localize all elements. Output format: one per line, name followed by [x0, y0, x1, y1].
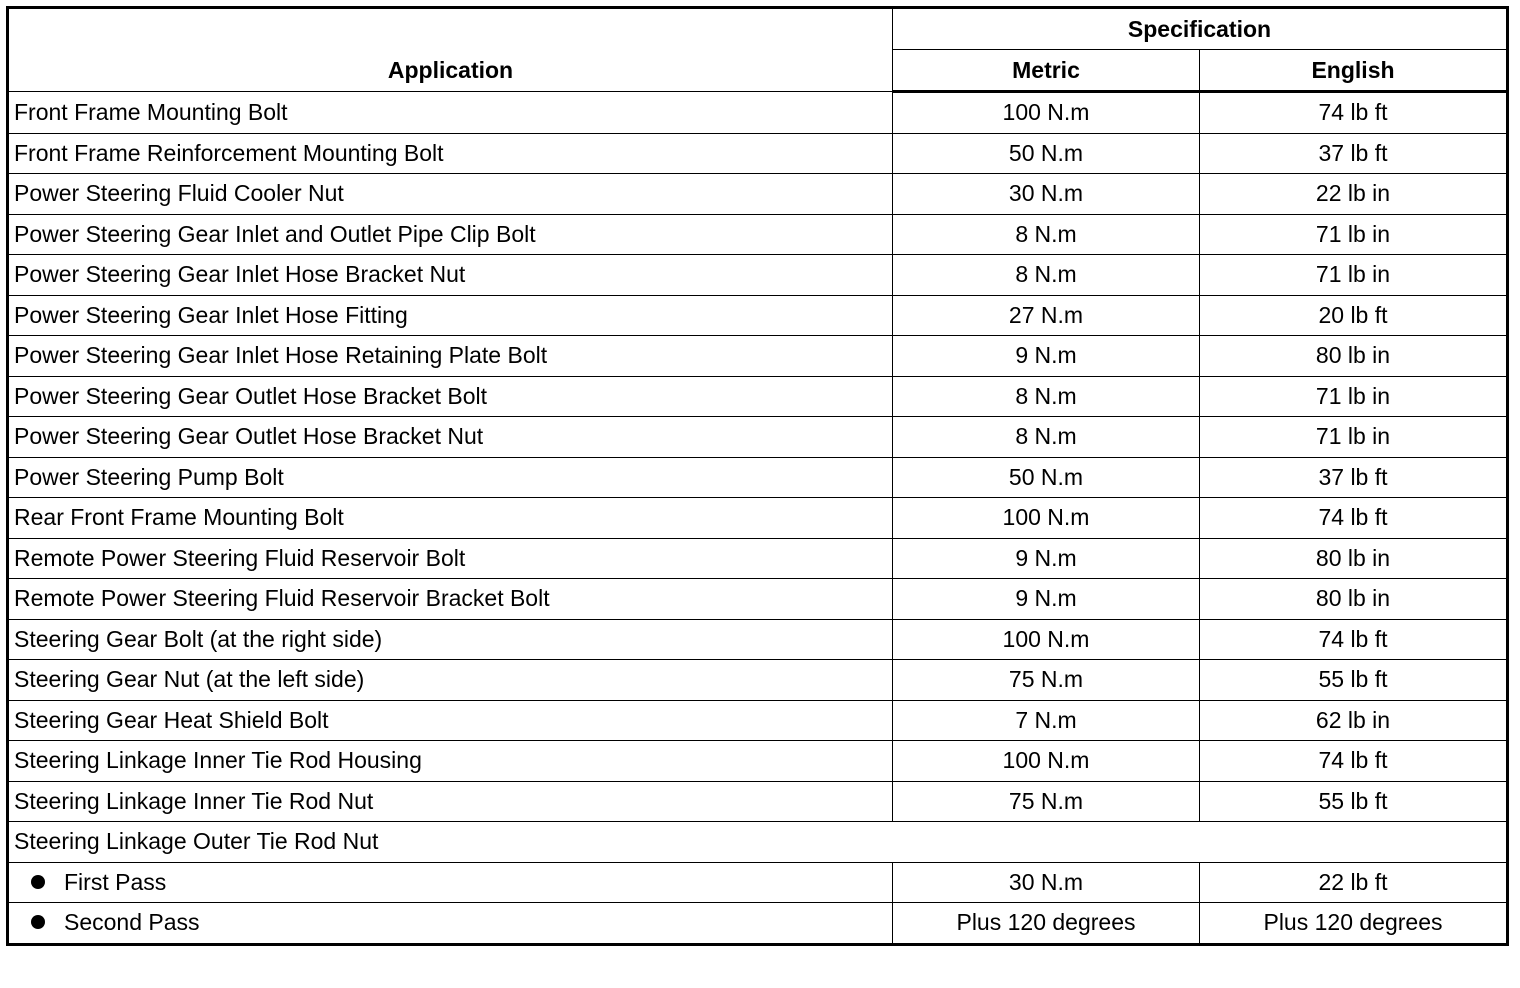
table-row: [8, 579, 1508, 620]
table-row: [8, 255, 1508, 296]
table-row: [8, 417, 1508, 458]
subrow-label: First Pass: [64, 868, 167, 895]
application-cell: Power Steering Gear Inlet Hose Fitting: [8, 295, 893, 336]
application-cell: Rear Front Frame Mounting Bolt: [8, 498, 893, 539]
application-cell: Remote Power Steering Fluid Reservoir Bolt: [8, 538, 893, 579]
application-cell: Steering Gear Heat Shield Bolt: [8, 700, 893, 741]
metric-cell: 9 N.m: [893, 579, 1200, 620]
metric-cell: Plus 120 degrees: [893, 903, 1200, 945]
metric-cell: 30 N.m: [893, 862, 1200, 903]
english-cell: 71 lb in: [1200, 255, 1508, 296]
specification-header: Specification: [893, 8, 1508, 50]
metric-cell: 100 N.m: [893, 741, 1200, 782]
english-cell: 20 lb ft: [1200, 295, 1508, 336]
table-row: [8, 336, 1508, 377]
english-cell: 74 lb ft: [1200, 619, 1508, 660]
application-cell: Power Steering Fluid Cooler Nut: [8, 174, 893, 215]
application-cell: Remote Power Steering Fluid Reservoir Bracket Bolt: [8, 579, 893, 620]
application-cell: Power Steering Gear Inlet and Outlet Pipe Clip Bolt: [8, 214, 893, 255]
metric-cell: 100 N.m: [893, 619, 1200, 660]
application-cell: Front Frame Reinforcement Mounting Bolt: [8, 133, 893, 174]
metric-cell: 8 N.m: [893, 376, 1200, 417]
metric-cell: 8 N.m: [893, 214, 1200, 255]
bullet-icon: [31, 915, 45, 929]
subrow-application-cell: [8, 862, 893, 903]
metric-cell: 9 N.m: [893, 336, 1200, 377]
group-subrow: [8, 903, 1508, 945]
application-cell: Power Steering Gear Outlet Hose Bracket Nut: [8, 417, 893, 458]
metric-cell: 75 N.m: [893, 781, 1200, 822]
table-row: [8, 538, 1508, 579]
application-header: Application: [8, 8, 893, 92]
metric-cell: 9 N.m: [893, 538, 1200, 579]
application-cell: Power Steering Gear Inlet Hose Bracket Nut: [8, 255, 893, 296]
group-subrow: [8, 862, 1508, 903]
application-cell: Power Steering Pump Bolt: [8, 457, 893, 498]
english-cell: 74 lb ft: [1200, 92, 1508, 134]
metric-cell: 100 N.m: [893, 498, 1200, 539]
group-application-cell: Steering Linkage Outer Tie Rod Nut: [8, 822, 1508, 863]
table-row: [8, 92, 1508, 134]
english-cell: 62 lb in: [1200, 700, 1508, 741]
english-cell: 80 lb in: [1200, 538, 1508, 579]
application-cell: Steering Linkage Inner Tie Rod Nut: [8, 781, 893, 822]
table-row: [8, 700, 1508, 741]
english-cell: 37 lb ft: [1200, 457, 1508, 498]
subrow-application-cell: [8, 903, 893, 945]
table-row: [8, 781, 1508, 822]
table-header: [8, 8, 1508, 92]
metric-cell: 75 N.m: [893, 660, 1200, 701]
torque-spec-table: [6, 6, 1509, 946]
table-row: [8, 660, 1508, 701]
table-row: [8, 498, 1508, 539]
application-cell: Power Steering Gear Outlet Hose Bracket Bolt: [8, 376, 893, 417]
table-row: [8, 174, 1508, 215]
bullet-icon: [31, 875, 45, 889]
application-cell: Front Frame Mounting Bolt: [8, 92, 893, 134]
english-cell: 71 lb in: [1200, 214, 1508, 255]
metric-cell: 100 N.m: [893, 92, 1200, 134]
table-row: [8, 619, 1508, 660]
application-cell: Steering Gear Bolt (at the right side): [8, 619, 893, 660]
english-cell: 37 lb ft: [1200, 133, 1508, 174]
english-cell: 55 lb ft: [1200, 660, 1508, 701]
metric-cell: 50 N.m: [893, 133, 1200, 174]
english-cell: 71 lb in: [1200, 417, 1508, 458]
english-cell: 80 lb in: [1200, 579, 1508, 620]
table-row: [8, 457, 1508, 498]
application-cell: Steering Linkage Inner Tie Rod Housing: [8, 741, 893, 782]
table-row: [8, 133, 1508, 174]
table-body: [8, 92, 1508, 945]
english-cell: 74 lb ft: [1200, 741, 1508, 782]
table-row: [8, 741, 1508, 782]
metric-header: Metric: [893, 50, 1200, 92]
table-row: [8, 214, 1508, 255]
english-cell: 74 lb ft: [1200, 498, 1508, 539]
english-cell: 71 lb in: [1200, 376, 1508, 417]
application-cell: Steering Gear Nut (at the left side): [8, 660, 893, 701]
table-row: [8, 376, 1508, 417]
table-row: [8, 295, 1508, 336]
english-cell: 80 lb in: [1200, 336, 1508, 377]
application-cell: Power Steering Gear Inlet Hose Retaining Plate Bolt: [8, 336, 893, 377]
metric-cell: 7 N.m: [893, 700, 1200, 741]
english-cell: Plus 120 degrees: [1200, 903, 1508, 945]
metric-cell: 27 N.m: [893, 295, 1200, 336]
metric-cell: 8 N.m: [893, 255, 1200, 296]
subrow-label: Second Pass: [64, 909, 200, 936]
metric-cell: 30 N.m: [893, 174, 1200, 215]
english-cell: 22 lb ft: [1200, 862, 1508, 903]
metric-cell: 8 N.m: [893, 417, 1200, 458]
group-header-row: [8, 822, 1508, 863]
metric-cell: 50 N.m: [893, 457, 1200, 498]
english-cell: 22 lb in: [1200, 174, 1508, 215]
english-header: English: [1200, 50, 1508, 92]
english-cell: 55 lb ft: [1200, 781, 1508, 822]
